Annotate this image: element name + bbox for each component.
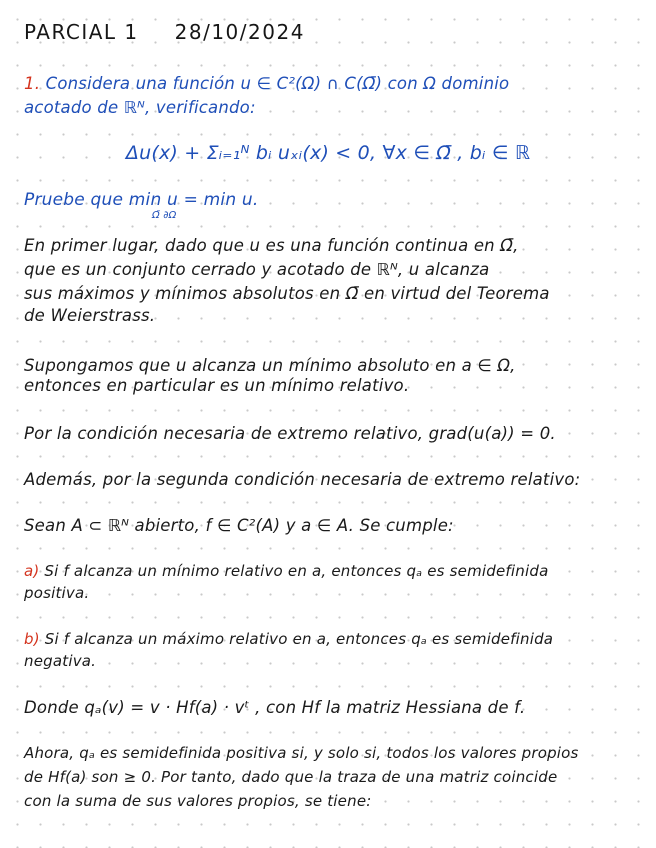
solution-p7-line-3: con la suma de sus valores propios, se tiene: — [24, 792, 372, 810]
item-a-text: Si f alcanza un mínimo relativo en a, entonces qₐ es semidefinida — [44, 562, 549, 580]
solution-p4: Además, por la segunda condición necesaria de extremo relativo: — [24, 470, 581, 489]
solution-p2-line-1: Supongamos que u alcanza un mínimo absoluto en a ∈ Ω, — [24, 356, 516, 375]
solution-p1-line-4: de Weierstrass. — [24, 306, 156, 325]
item-b-line-1 — [24, 630, 642, 648]
solution-p7-line-2: de Hf(a) son ≥ 0. Por tanto, dado que la traza de una matriz coincide — [24, 768, 558, 786]
exam-date: 28/10/2024 — [174, 20, 305, 44]
problem-equation: Δu(x) + Σᵢ₌₁ᴺ bᵢ uₓᵢ(x) < 0, ∀x ∈ Ω̄ , bᵢ ∈ ℝ — [125, 142, 531, 164]
solution-p6: Donde qₐ(v) = v · Hf(a) · vᵗ , con Hf la matriz Hessiana de f. — [24, 698, 526, 717]
solution-p3: Por la condición necesaria de extremo relativo, grad(u(a)) = 0. — [24, 424, 556, 443]
exam-title: PARCIAL 1 — [24, 20, 139, 44]
page-title — [24, 20, 642, 44]
solution-p2-line-2: entonces en particular es un mínimo relativo. — [24, 376, 410, 395]
problem-statement-line-1 — [24, 74, 642, 93]
problem-number: 1. — [24, 74, 41, 93]
item-a-label: a) — [24, 562, 40, 580]
item-a-line-1 — [24, 562, 642, 580]
problem-prove-subscripts: Ω̄ ∂Ω — [152, 210, 177, 221]
item-b-text: Si f alcanza un máximo relativo en a, entonces qₐ es semidefinida — [44, 630, 554, 648]
solution-p1-line-1: En primer lugar, dado que u es una función continua en Ω̄, — [24, 236, 519, 255]
solution-p5: Sean A ⊂ ℝᴺ abierto, f ∈ C²(A) y a ∈ A. Se cumple: — [24, 516, 454, 535]
item-b-label: b) — [24, 630, 40, 648]
item-b-line-2: negativa. — [24, 652, 97, 670]
problem-statement-line-2: acotado de ℝᴺ, verificando: — [24, 98, 256, 117]
problem-text-1: Considera una función u ∈ C²(Ω) ∩ C(Ω̄) con Ω dominio — [45, 74, 510, 93]
problem-prove: Pruebe que min u = min u. — [24, 190, 259, 210]
solution-p1-line-3: sus máximos y mínimos absolutos en Ω̄ en virtud del Teorema — [24, 284, 550, 303]
solution-p7-line-1: Ahora, qₐ es semidefinida positiva si, y solo si, todos los valores propios — [24, 744, 579, 762]
solution-p1-line-2: que es un conjunto cerrado y acotado de ℝᴺ, u alcanza — [24, 260, 490, 279]
item-a-line-2: positiva. — [24, 584, 90, 602]
